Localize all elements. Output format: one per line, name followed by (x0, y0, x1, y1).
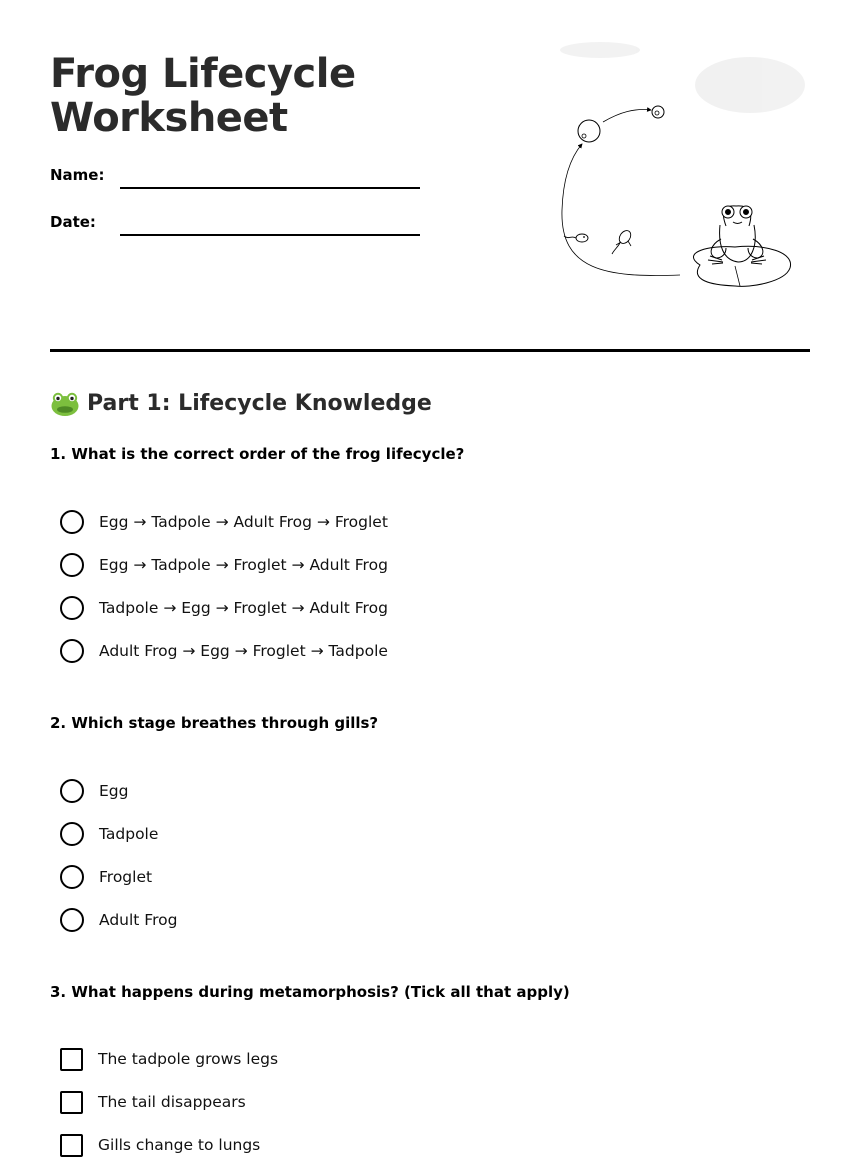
froglet-icon (612, 228, 633, 254)
option-label: The tail disappears (98, 1093, 246, 1111)
egg-small-icon (652, 106, 664, 118)
q2-option-3[interactable] (60, 864, 152, 890)
question-3: 3. What happens during metamorphosis? (Tick all that apply) (50, 983, 570, 1001)
option-label: Adult Frog → Egg → Froglet → Tadpole (99, 642, 388, 660)
name-field-line[interactable] (120, 187, 420, 189)
q2-option-1[interactable] (60, 778, 128, 804)
checkbox[interactable] (60, 1134, 83, 1157)
option-label: Froglet (99, 868, 153, 886)
question-1: 1. What is the correct order of the frog lifecycle? (50, 445, 465, 463)
header-divider (50, 349, 810, 352)
frog-face-icon (50, 391, 80, 417)
option-label: Tadpole (99, 825, 159, 843)
radio-button[interactable] (60, 908, 84, 932)
radio-button[interactable] (60, 822, 84, 846)
frog-lifecycle-illustration (540, 40, 810, 300)
option-label: Egg (99, 782, 129, 800)
option-label: The tadpole grows legs (98, 1050, 279, 1068)
option-label: Egg → Tadpole → Adult Frog → Froglet (99, 513, 388, 531)
tadpole-icon (564, 234, 588, 242)
q2-option-2[interactable] (60, 821, 158, 847)
radio-button[interactable] (60, 510, 84, 534)
date-field-line[interactable] (120, 234, 420, 236)
q3-option-1[interactable] (60, 1046, 278, 1072)
checkbox[interactable] (60, 1091, 83, 1114)
option-label: Gills change to lungs (98, 1136, 261, 1154)
egg-large-icon (578, 120, 600, 142)
radio-button[interactable] (60, 553, 84, 577)
q1-option-2[interactable] (60, 552, 388, 578)
date-label: Date: (50, 213, 96, 231)
lily-pad-icon (693, 246, 790, 286)
q3-option-2[interactable] (60, 1089, 246, 1115)
section-heading-text: Part 1: Lifecycle Knowledge (87, 391, 432, 416)
name-label: Name: (50, 166, 105, 184)
section-heading (50, 388, 432, 420)
radio-button[interactable] (60, 779, 84, 803)
q1-option-3[interactable] (60, 595, 388, 621)
q3-option-3[interactable] (60, 1132, 260, 1158)
option-label: Egg → Tadpole → Froglet → Adult Frog (99, 556, 388, 574)
option-label: Tadpole → Egg → Froglet → Adult Frog (99, 599, 388, 617)
question-2: 2. Which stage breathes through gills? (50, 714, 379, 732)
adult-frog-icon (708, 206, 766, 264)
q1-option-1[interactable] (60, 509, 388, 535)
worksheet-title: Frog Lifecycle Worksheet (50, 51, 356, 141)
radio-button[interactable] (60, 865, 84, 889)
checkbox[interactable] (60, 1048, 83, 1071)
radio-button[interactable] (60, 596, 84, 620)
radio-button[interactable] (60, 639, 84, 663)
option-label: Adult Frog (99, 911, 178, 929)
q2-option-4[interactable] (60, 907, 177, 933)
q1-option-4[interactable] (60, 638, 388, 664)
